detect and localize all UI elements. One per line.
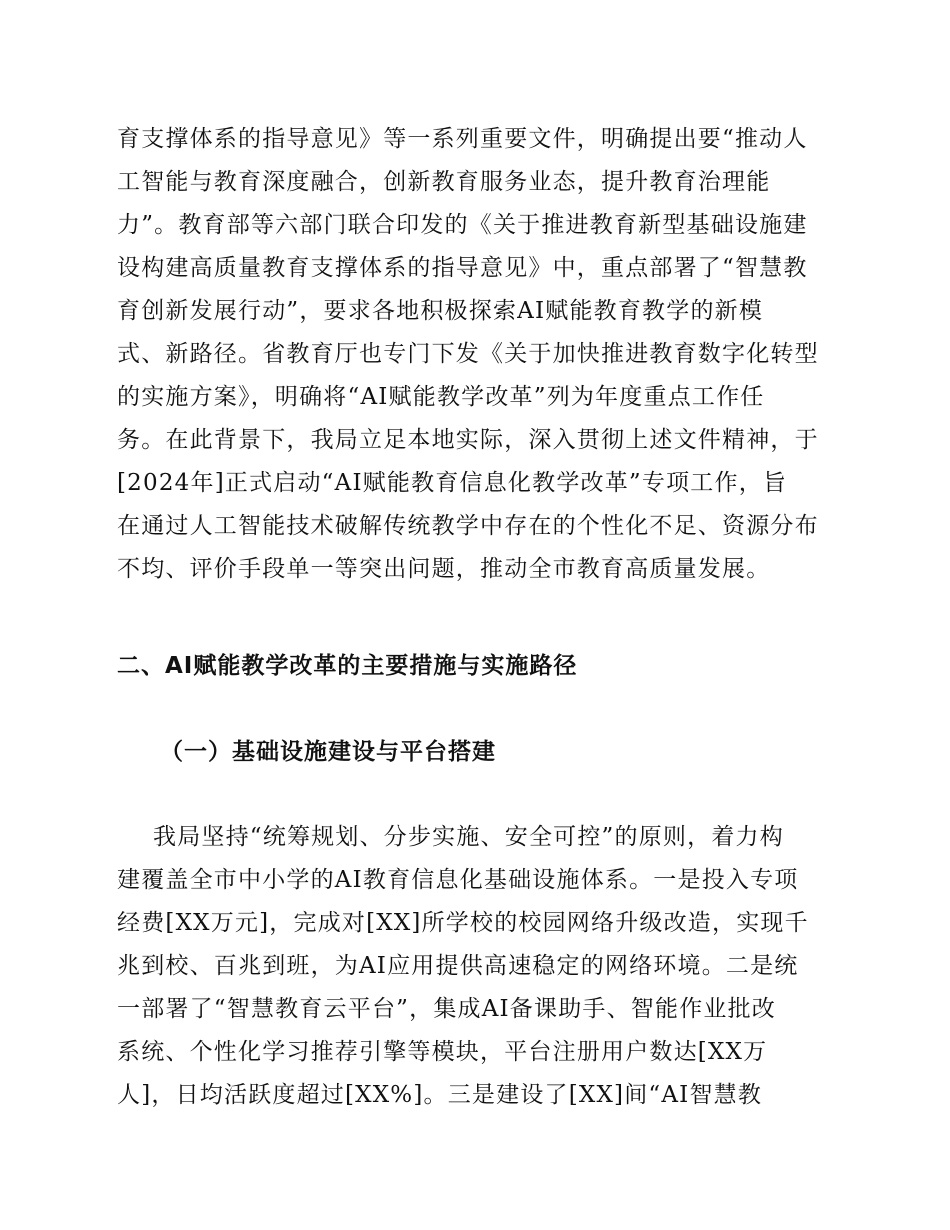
text-line: 系统、个性化学习推荐引擎等模块，平台注册用户数达[XX万 [117, 1039, 768, 1065]
text-line: [2024年]正式启动“AI赋能教育信息化教学改革”专项工作，旨 [117, 470, 788, 496]
text-line: 在通过人工智能技术破解传统教学中存在的个性化不足、资源分布 [117, 513, 819, 539]
text-line: 我局坚持“统筹规划、分步实施、安全可控”的原则，着力构 [153, 824, 784, 850]
text-line: 人]，日均活跃度超过[XX%]。三是建设了[XX]间“AI智慧教 [117, 1082, 763, 1108]
text-line: 育创新发展行动”，要求各地积极探索AI赋能教育教学的新模 [117, 298, 764, 324]
text-line: 经费[XX万元]，完成对[XX]所学校的校园网络升级改造，实现千 [117, 910, 809, 936]
text-line: 建覆盖全市中小学的AI教育信息化基础设施体系。一是投入专项 [117, 867, 799, 893]
text-line: 力”。教育部等六部门联合印发的《关于推进教育新型基础设施建 [117, 212, 808, 238]
text-line: 兆到校、百兆到班，为AI应用提供高速稳定的网络环境。二是统 [117, 953, 799, 979]
section-heading: 二、AI赋能教学改革的主要措施与实施路径 [117, 653, 578, 679]
text-line: 一部署了“智慧教育云平台”，集成AI备课助手、智能作业批改 [117, 996, 777, 1022]
text-line: 的实施方案》，明确将“AI赋能教学改革”列为年度重点工作任 [117, 384, 765, 410]
text-line: 工智能与教育深度融合，创新教育服务业态，提升教育治理能 [117, 169, 771, 195]
text-line: 育支撑体系的指导意见》等一系列重要文件，明确提出要“推动人 [117, 126, 808, 152]
subsection-heading: （一）基础设施建设与平台搭建 [160, 738, 496, 765]
text-line: 设构建高质量教育支撑体系的指导意见》中，重点部署了“智慧教 [117, 255, 808, 281]
text-line: 务。在此背景下，我局立足本地实际，深入贯彻上述文件精神，于 [117, 427, 819, 453]
text-line: 式、新路径。省教育厅也专门下发《关于加快推进教育数字化转型 [117, 341, 819, 367]
text-line: 不均、评价手段单一等突出问题，推动全市教育高质量发展。 [117, 556, 771, 582]
